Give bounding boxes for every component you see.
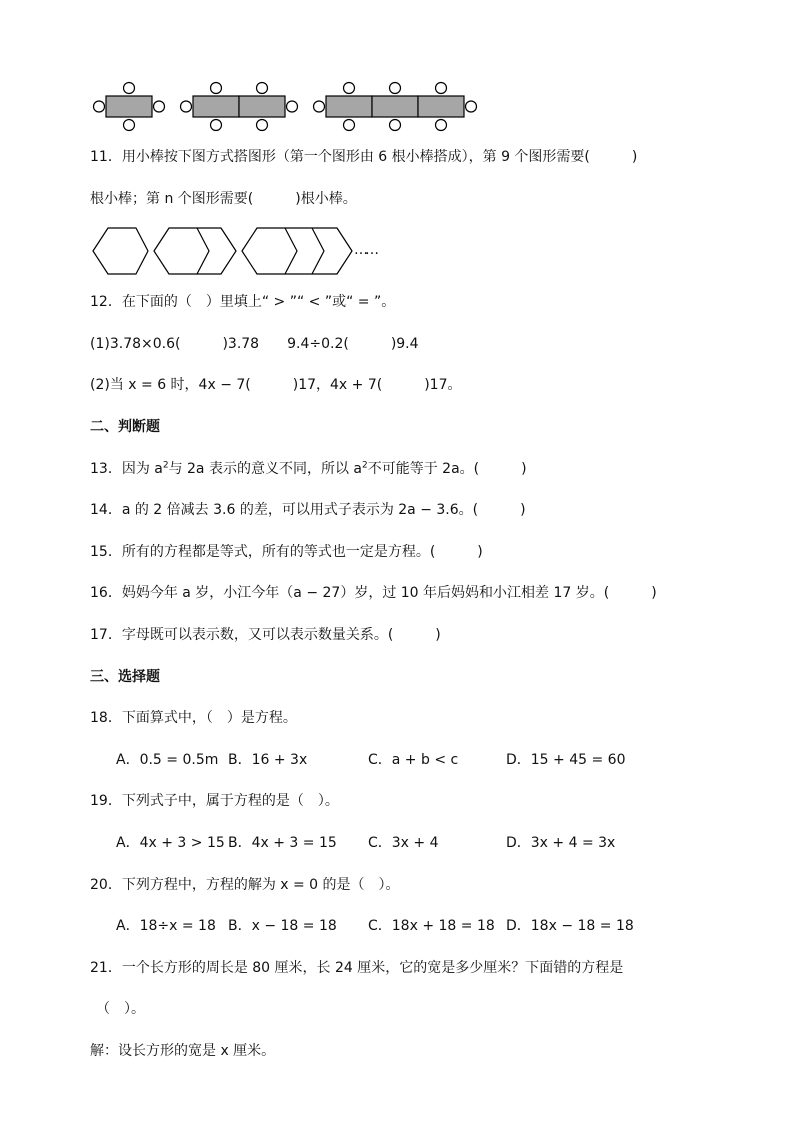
ellipsis: …… xyxy=(354,242,376,258)
q12-stem: 12．在下面的（ ）里填上“ > ”“ < ”或“ = ”。 xyxy=(90,294,396,310)
section-choice-title: 三、选择题 xyxy=(90,669,160,685)
q15: 15．所有的方程都是等式，所有的等式也一定是方程。( ) xyxy=(90,544,483,560)
q16: 16．妈妈今年 a 岁，小江今年（a − 27）岁，过 10 年后妈妈和小江相差 17 岁。( ) xyxy=(90,585,657,601)
q21-line2: （ ）。 xyxy=(96,1001,145,1017)
q20-option-c: C．18x + 18 = 18 xyxy=(368,918,495,934)
q14: 14．a 的 2 倍减去 3.6 的差，可以用式子表示为 2a − 3.6。( ) xyxy=(90,502,526,518)
hexagon-shape-2 xyxy=(154,228,236,274)
q11-line1: 11．用小棒按下图方式搭图形（第一个图形由 6 根小棒搭成），第 9 个图形需要( ) xyxy=(90,149,638,165)
q19-stem: 19．下列式子中，属于方程的是（ ）。 xyxy=(90,793,339,809)
q12-part2: (2)当 x = 6 时，4x − 7( )17，4x + 7( )17。 xyxy=(90,377,462,393)
q12-part1: (1)3.78×0.6( )3.78 9.4÷0.2( )9.4 xyxy=(90,336,419,352)
q18-option-c: C．a + b < c xyxy=(368,752,459,768)
q18-option-a: A．0.5 = 0.5m xyxy=(116,752,219,768)
q20-option-d: D．18x − 18 = 18 xyxy=(506,918,634,934)
hexagon-sticks-figure xyxy=(0,0,794,300)
q11-line2: 根小棒；第 n 个图形需要( )根小棒。 xyxy=(90,191,357,207)
q17: 17．字母既可以表示数，又可以表示数量关系。( ) xyxy=(90,627,441,643)
q18-option-d: D．15 + 45 = 60 xyxy=(506,752,626,768)
q20-option-b: B．x − 18 = 18 xyxy=(228,918,337,934)
hexagon-shape-1 xyxy=(93,228,148,274)
section-judgement-title: 二、判断题 xyxy=(90,419,160,435)
q21-line3: 解：设长方形的宽是 x 厘米。 xyxy=(90,1043,276,1059)
q19-option-d: D．3x + 4 = 3x xyxy=(506,835,616,851)
q13: 13．因为 $a^2$与 2a 表示的意义不同，所以 $a^2$不可能等于 2a。( ) xyxy=(90,460,527,477)
q21-line1: 21．一个长方形的周长是 80 厘米，长 24 厘米，它的宽是多少厘米？下面错的方程是 xyxy=(90,960,624,976)
q18-stem: 18．下面算式中，（ ）是方程。 xyxy=(90,710,297,726)
q19-option-c: C．3x + 4 xyxy=(368,835,439,851)
q19-option-b: B．4x + 3 = 15 xyxy=(228,835,337,851)
q19-option-a: A．4x + 3 > 15 xyxy=(116,835,225,851)
q20-stem: 20．下列方程中，方程的解为 x = 0 的是（ ）。 xyxy=(90,877,400,893)
q18-option-b: B．16 + 3x xyxy=(228,752,308,768)
q20-option-a: A．18÷x = 18 xyxy=(116,918,216,934)
